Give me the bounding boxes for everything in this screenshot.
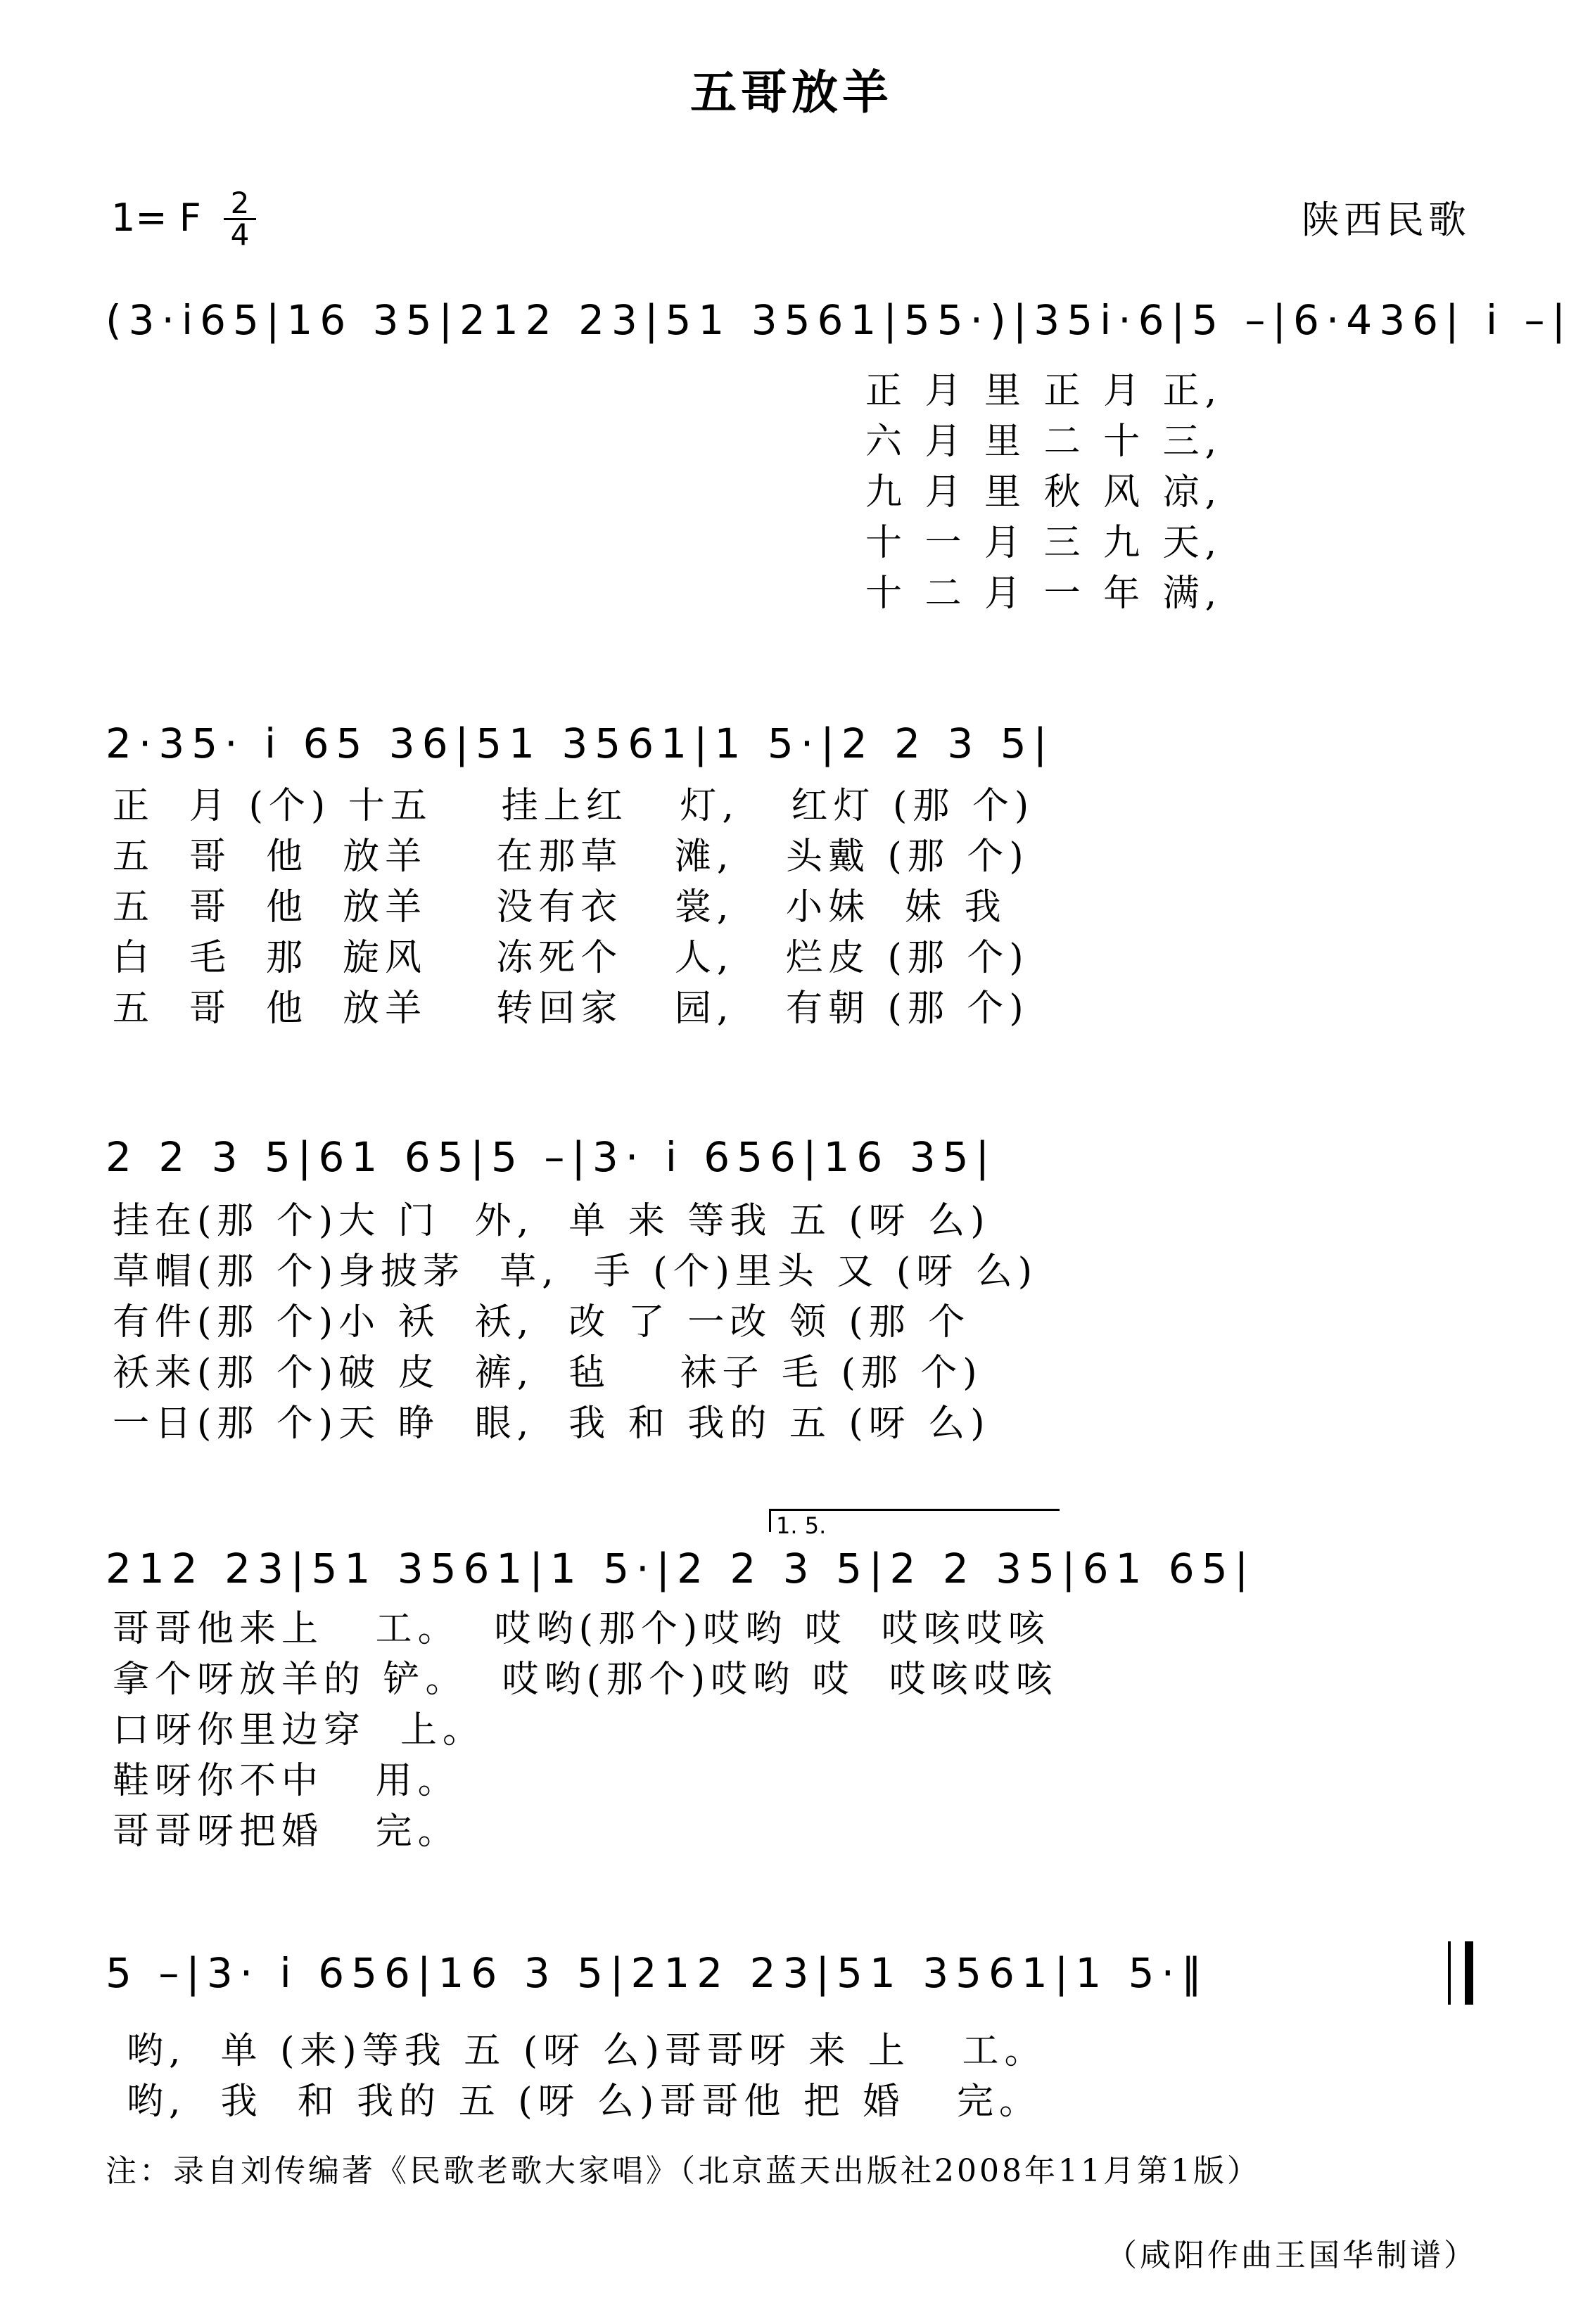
time-signature bbox=[224, 186, 256, 252]
system-4-notation bbox=[106, 1544, 1485, 1593]
lyric-line: 正 月 里 正 月 正, bbox=[865, 370, 1223, 412]
lyric-line: 九 月 里 秋 风 凉, bbox=[865, 471, 1223, 513]
system-5-notation bbox=[106, 1948, 1485, 1998]
notation-row: (3·i65|16 35|212 23|51 3561|55·)|35i·6|5 –|6·436| i –| bbox=[106, 296, 1573, 344]
lyric-line: 五 哥 他 放羊 没有衣 裳, 小妹 妹 我 bbox=[113, 886, 1007, 928]
lyric-line: 口呀你里边穿 上。 bbox=[113, 1709, 485, 1751]
notation-row: 5 –|3· i 656|16 3 5|212 23|51 3561|1 5·‖ bbox=[106, 1949, 1209, 1997]
system-4-lyrics bbox=[113, 1604, 1058, 1857]
volta-label: 1. 5. bbox=[776, 1512, 827, 1539]
song-origin: 陕西民歌 bbox=[1302, 198, 1470, 242]
system-2-lyrics bbox=[113, 781, 1034, 1034]
notation-row: 212 23|51 3561|1 5·|2 2 3 5|2 2 35|61 65| bbox=[106, 1545, 1256, 1592]
lyric-line: 鞋呀你不中 用。 bbox=[113, 1760, 460, 1802]
score-maker: （咸阳作曲王国华制谱） bbox=[1106, 2237, 1477, 2273]
page-title: 五哥放羊 bbox=[690, 65, 893, 120]
lyric-line: 一日(那 个)天 睁 眼, 我 和 我的 五 (呀 么) bbox=[113, 1403, 991, 1445]
lyric-line: 有件(那 个)小 袄 袄, 改 了 一改 领 (那 个 bbox=[113, 1301, 971, 1343]
lyric-line: 草帽(那 个)身披茅 草, 手 (个)里头 又 (呀 么) bbox=[113, 1251, 1038, 1293]
lyric-line: 五 哥 他 放羊 转回家 园, 有朝 (那 个) bbox=[113, 988, 1029, 1030]
system-5-lyrics bbox=[127, 2026, 1047, 2127]
time-signature-denominator: 4 bbox=[230, 217, 250, 252]
source-credit: 注：录自刘传编著《民歌老歌大家唱》（北京蓝天出版社2008年11月第1版） bbox=[106, 2153, 1261, 2189]
system-1-lyrics bbox=[865, 366, 1222, 619]
lyric-line: 拿个呀放羊的 铲。 哎哟(那个)哎哟 哎 哎咳哎咳 bbox=[113, 1659, 1058, 1701]
key-signature: 1= F bbox=[111, 196, 201, 240]
final-barline-thin bbox=[1448, 1941, 1451, 2005]
lyric-line: 哥哥他来上 工。 哎哟(那个)哎哟 哎 哎咳哎咳 bbox=[113, 1608, 1050, 1650]
final-barline-thick bbox=[1465, 1941, 1473, 2005]
lyric-line: 袄来(那 个)破 皮 裤, 毡 袜子 毛 (那 个) bbox=[113, 1352, 983, 1394]
system-1-notation bbox=[106, 295, 1573, 345]
lyric-line: 六 月 里 二 十 三, bbox=[865, 421, 1223, 463]
lyric-line: 哟, 单 (来)等我 五 (呀 么)哥哥呀 来 上 工。 bbox=[127, 2030, 1047, 2072]
lyric-line: 哥哥呀把婚 完。 bbox=[113, 1811, 460, 1853]
notation-row: 2 2 3 5|61 65|5 –|3· i 656|16 35| bbox=[106, 1133, 997, 1181]
notation-row: 2·35· i 65 36|51 3561|1 5·|2 2 3 5| bbox=[106, 720, 1055, 767]
lyric-line: 白 毛 那 旋风 冻死个 人, 烂皮 (那 个) bbox=[113, 937, 1029, 979]
system-3-notation bbox=[106, 1132, 1485, 1182]
system-2-notation bbox=[106, 719, 1485, 768]
lyric-line: 十 一 月 三 九 天, bbox=[865, 522, 1223, 564]
lyric-line: 正 月 (个) 十五 挂上红 灯, 红灯 (那 个) bbox=[113, 785, 1035, 827]
lyric-line: 哟, 我 和 我的 五 (呀 么)哥哥他 把 婚 完。 bbox=[127, 2081, 1041, 2123]
lyric-line: 五 哥 他 放羊 在那草 滩, 头戴 (那 个) bbox=[113, 836, 1029, 878]
lyric-line: 挂在(那 个)大 门 外, 单 来 等我 五 (呀 么) bbox=[113, 1200, 991, 1242]
time-signature-numerator: 2 bbox=[224, 189, 256, 220]
lyric-line: 十 二 月 一 年 满, bbox=[865, 573, 1223, 615]
system-3-lyrics bbox=[113, 1196, 1038, 1449]
